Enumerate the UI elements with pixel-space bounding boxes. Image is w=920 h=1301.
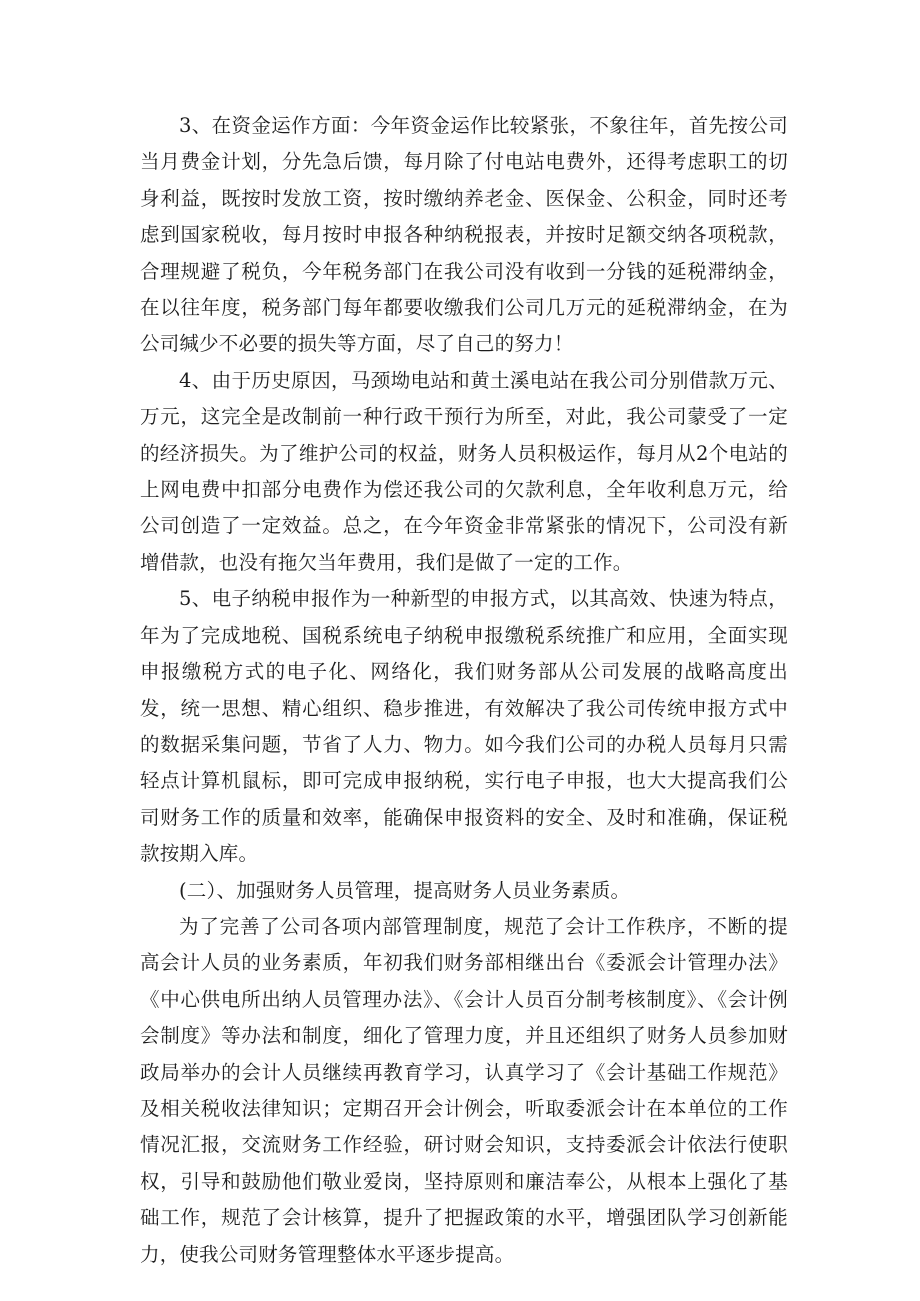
paragraph-power-station-loans: 4、由于历史原因，马颈坳电站和黄土溪电站在我公司分别借款万元、万元，这完全是改制前一种行政干预行为所至，对此，我公司蒙受了一定的经济损失。为了维护公司的权益，财务人员积极运作，每月从2个电站的上网电费中扣部分电费作为偿还我公司的欠款利息，全年收利息万元，给公司创造了一定效益。总之，在今年资金非常紧张的情况下，公司没有新增借款，也没有拖欠当年费用，我们是做了一定的工作。	[140, 368, 788, 574]
paragraph-fund-operation: 3、在资金运作方面：今年资金运作比较紧张，不象往年，首先按公司当月费金计划，分先急后馈，每月除了付电站电费外，还得考虑职工的切身利益，既按时发放工资，按时缴纳养老金、医保金、公积金，同时还考虑到国家税收，每月按时申报各种纳税报表，并按时足额交纳各项税款，合理规避了税负，今年税务部门在我公司没有收到一分钱的延税滞纳金，在以往年度，税务部门每年都要收缴我们公司几万元的延税滞纳金，在为公司缄少不必要的损失等方面，尽了自己的努力！	[140, 114, 788, 356]
paragraph-electronic-tax-filing: 5、电子纳税申报作为一种新型的申报方式，以其高效、快速为特点，年为了完成地税、国税系统电子纳税申报缴税系统推广和应用，全面实现申报缴税方式的电子化、网络化，我们财务部从公司发展的战略高度出发，统一思想、精心组织、稳步推进，有效解决了我公司传统申报方式中的数据采集问题，节省了人力、物力。如今我们公司的办税人员每月只需轻点计算机鼠标，即可完成申报纳税，实行电子申报，也大大提高我们公司财务工作的质量和效率，能确保申报资料的安全、及时和准确，保证税款按期入库。	[140, 587, 788, 866]
document-body	[140, 108, 788, 1273]
section-heading-staff-management: (二）、加强财务人员管理，提高财务人员业务素质。	[179, 878, 631, 902]
paragraph-management-system: 为了完善了公司各项内部管理制度，规范了会计工作秩序，不断的提高会计人员的业务素质，年初我们财务部相继出台《委派会计管理办法》《中心供电所出纳人员管理办法》、《会计人员百分制考核制度》、《会计例会制度》等办法和制度，细化了管理力度，并且还组织了财务人员参加财政局举办的会计人员继续再教育学习，认真学习了《会计基础工作规范》及相关税收法律知识；定期召开会计例会，听取委派会计在本单位的工作情况汇报，交流财务工作经验，研讨财会知识，支持委派会计依法行使职权，引导和鼓励他们敬业爱岗，坚持原则和廉洁奉公，从根本上强化了基础工作，规范了会计核算，提升了把握政策的水平，增强团队学习创新能力，使我公司财务管理整体水平逐步提高。	[140, 914, 788, 1266]
